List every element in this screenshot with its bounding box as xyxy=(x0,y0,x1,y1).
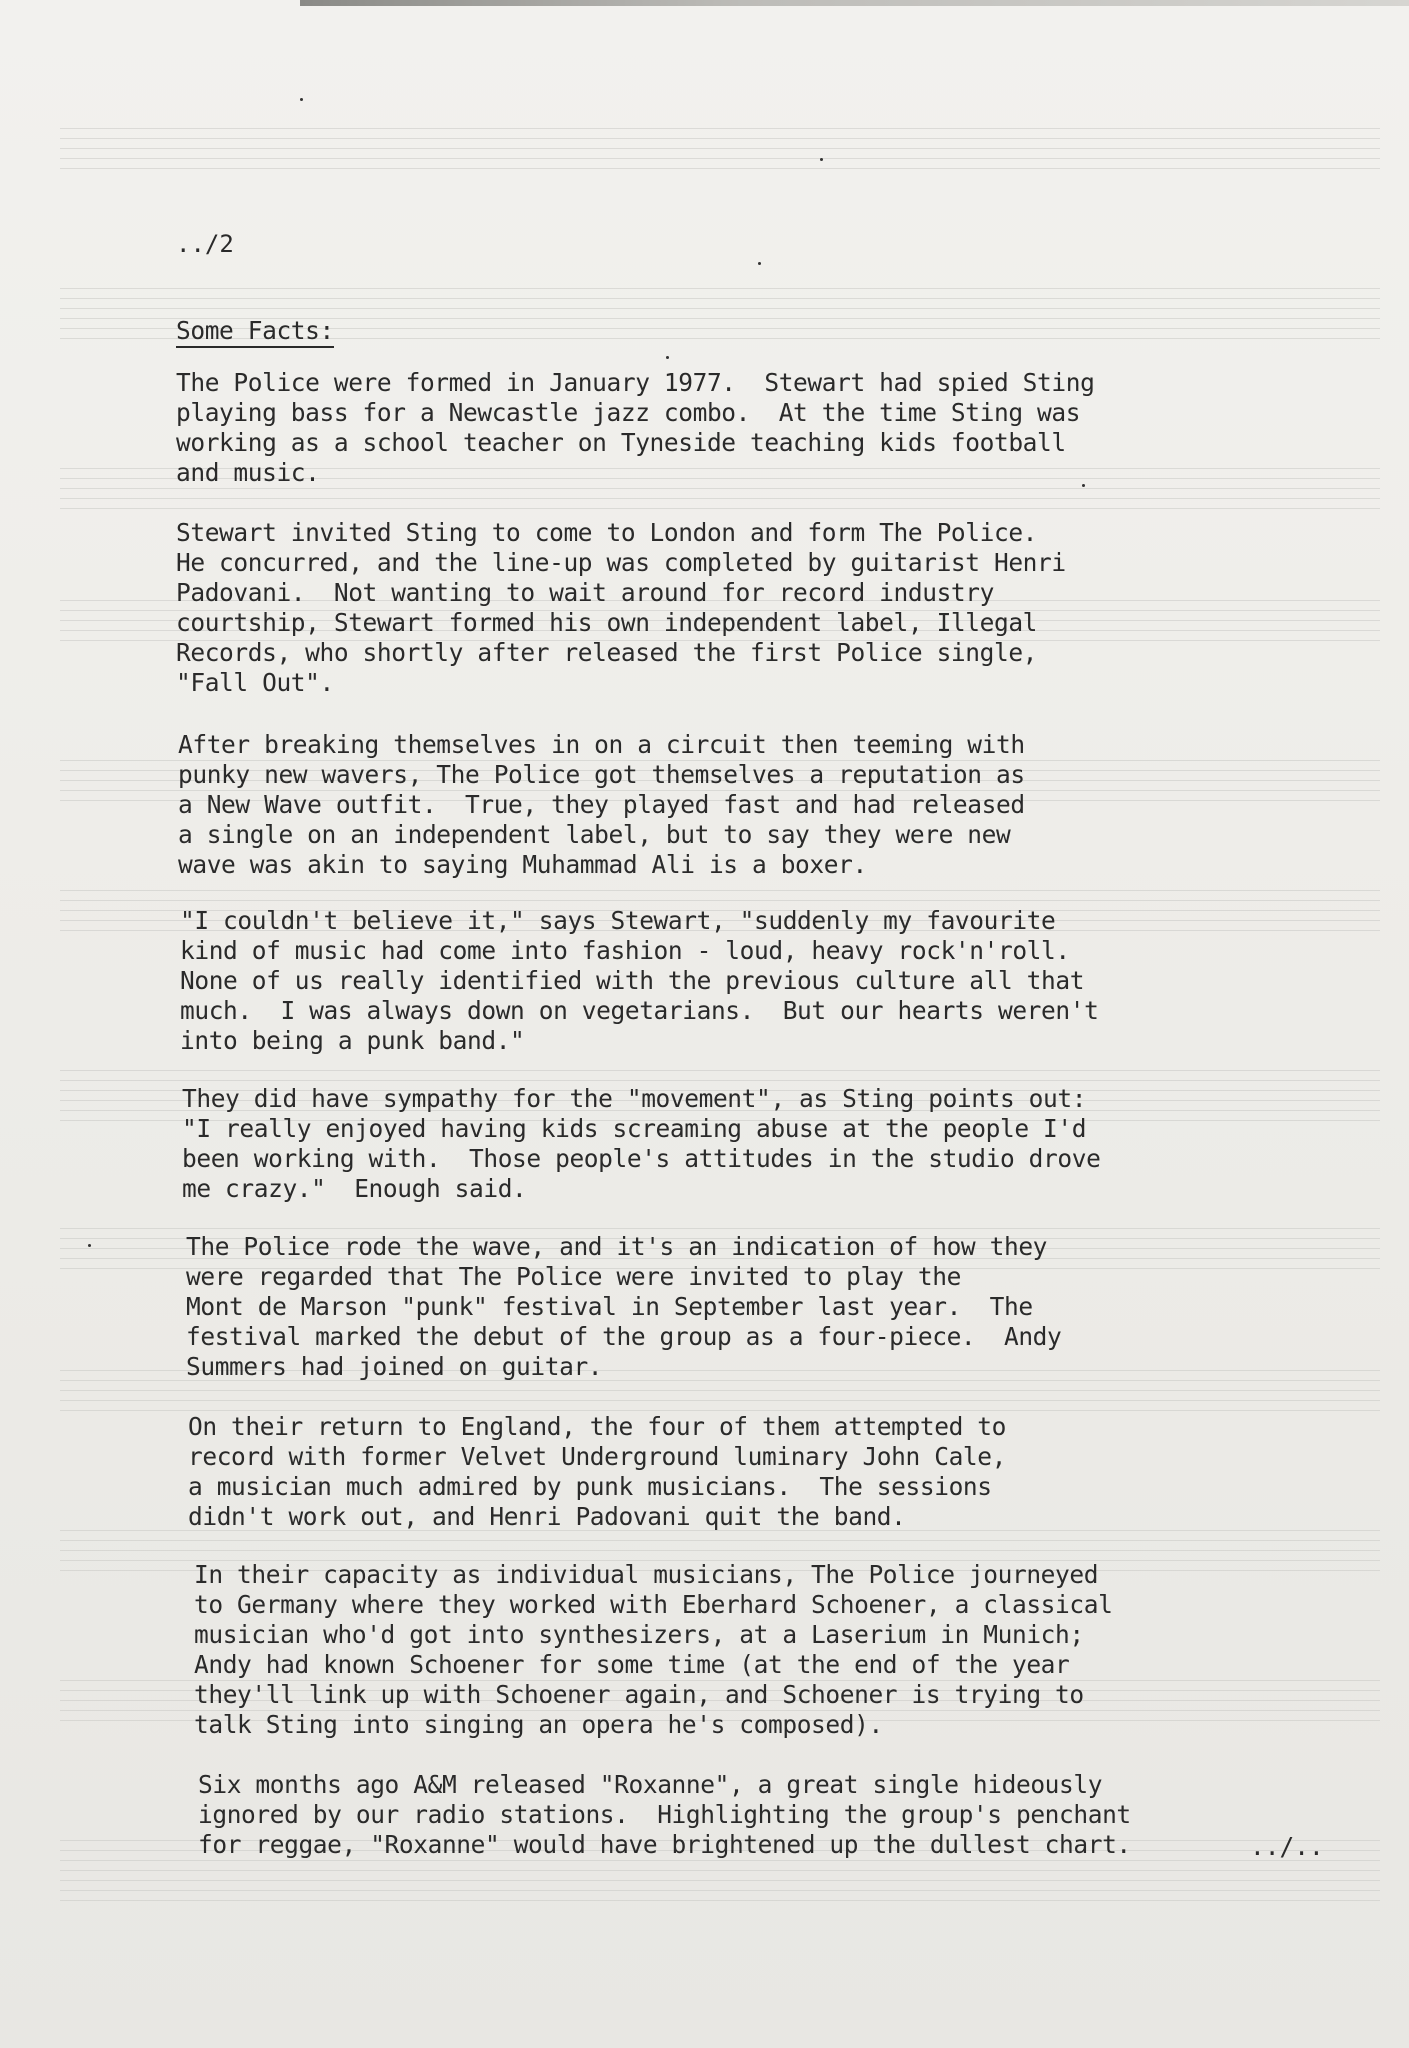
section-heading: Some Facts: xyxy=(176,316,334,348)
speck xyxy=(820,158,823,161)
paragraph-7: On their return to England, the four of them attempted to record with former Velvet Underground luminary John Cale, a musician much admired by punk musicians. The sessions didn't work out, and Henri Padovani quit the band. xyxy=(188,1412,1006,1531)
paragraph-2: Stewart invited Sting to come to London and form The Police. He concurred, and the line-up was completed by guitarist Henri Padovani. Not wanting to wait around for record industry courtship, Stewart formed his own independent label, Illegal Records, who shortly after released the first Police single, "Fall Out". xyxy=(176,518,1066,697)
paragraph-6: The Police rode the wave, and it's an indication of how they were regarded that The Police were invited to play the Mont de Marson "punk" festival in September last year. The festival marked the debut of the group as a four-piece. Andy Summers had joined on guitar. xyxy=(186,1232,1062,1381)
paper-top-edge xyxy=(300,0,1409,6)
paragraph-3: After breaking themselves in on a circuit then teeming with punky new wavers, The Police got themselves a reputation as a New Wave outfit. True, they played fast and had released a single on an independent label, but to say they were new wave was akin to saying Muhammad Ali is a boxer. xyxy=(178,730,1025,879)
paragraph-4: "I couldn't believe it," says Stewart, "suddenly my favourite kind of music had come into fashion - loud, heavy rock'n'roll. None of us really identified with the previous culture all that much. I was always down on vegetarians. But our hearts weren't into being a punk band." xyxy=(180,906,1099,1055)
speck xyxy=(666,356,669,359)
paragraph-1: The Police were formed in January 1977. Stewart had spied Sting playing bass for a Newcastle jazz combo. At the time Sting was working as a school teacher on Tyneside teaching kids football and music. xyxy=(176,368,1095,487)
ruled-lines xyxy=(60,128,1380,178)
continuation-mark: ../.. xyxy=(1250,1832,1324,1861)
speck xyxy=(758,262,761,265)
paragraph-9: Six months ago A&M released "Roxanne", a great single hideously ignored by our radio stations. Highlighting the group's penchant for reggae, "Roxanne" would have brightened up the dullest chart. xyxy=(198,1770,1131,1859)
speck xyxy=(88,1244,91,1247)
speck xyxy=(300,98,303,101)
page-number-ref: ../2 xyxy=(176,230,234,258)
paragraph-8: In their capacity as individual musicians, The Police journeyed to Germany where they worked with Eberhard Schoener, a classical musician who'd got into synthesizers, at a Laserium in Munich; Andy had known Schoener for some time (at the end of the year they'll link up with Schoener again, and Schoener is trying to talk Sting into singing an opera he's composed). xyxy=(194,1560,1113,1739)
paragraph-5: They did have sympathy for the "movement", as Sting points out: "I really enjoyed having kids screaming abuse at the people I'd been working with. Those people's attitudes in the studio drove me crazy." Enough said. xyxy=(182,1084,1101,1203)
